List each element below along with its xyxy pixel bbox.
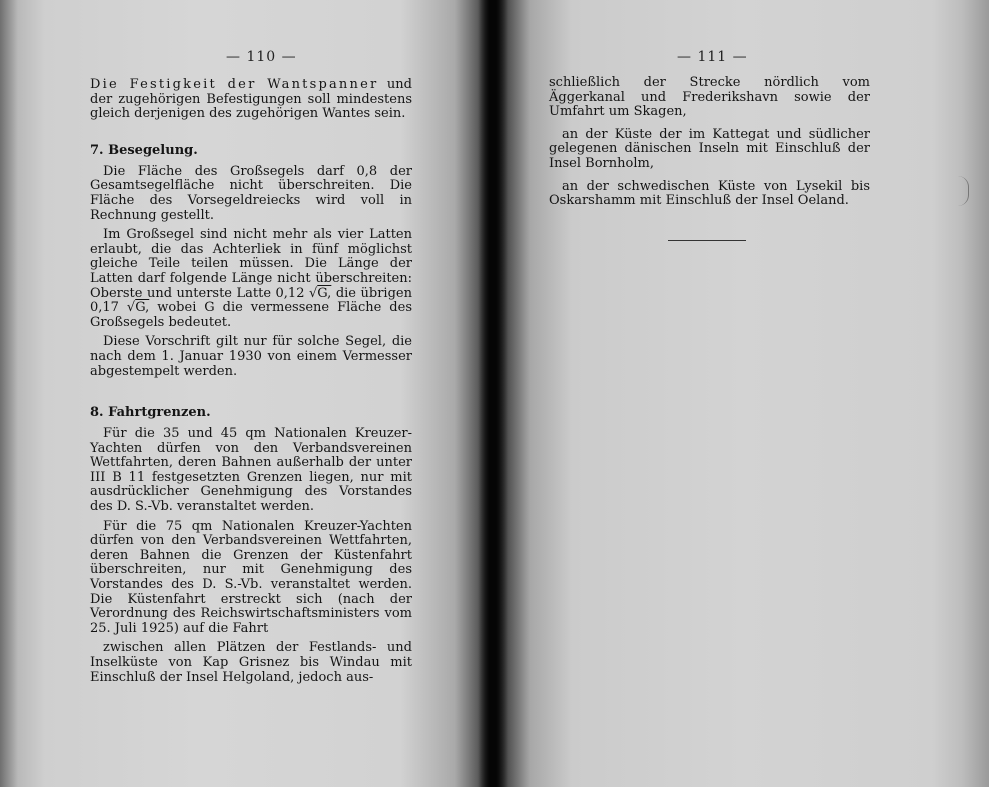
section-heading-7: 7. Besegelung. <box>90 142 198 158</box>
intro-rest: und der zugehörigen Befestigungen soll mindestens gleich derjenigen des zugehörigen Wantes sein. <box>90 77 412 122</box>
batten-line-other-tail: wobei G die vermessene Fläche des Großsegels bedeutet. <box>90 300 412 330</box>
paragraph-7a: Die Fläche des Großsegels darf 0,8 der Gesamtsegelfläche nicht überschreiten. Die Fläche des Vorsegeldreiecks wird voll in Rechnung gestellt. <box>90 163 412 223</box>
right-paragraph-1: schließlich der Strecke nördlich vom Äggerkanal und Frederikshavn sowie der Umfahrt um Skagen, <box>549 75 870 120</box>
sqrt-argument: G, <box>317 285 332 301</box>
right-page-number: — 111 — <box>677 49 748 65</box>
sqrt-sign-icon: √ <box>308 285 318 301</box>
sqrt-sign-icon: √ <box>126 300 136 316</box>
left-page-text <box>90 78 412 685</box>
batten-line-other: übrigen <box>360 285 412 301</box>
paragraph-8b: Für die 75 qm Nationalen Kreuzer-Yachten dürfen von den Verbandsvereinen Wettfahrten, deren Bahnen die Grenzen der Küstenfahrt überschreiten, nur mit Genehmigung des Vorstandes des D. S.-Vb. veranstaltet werden. Die Küstenfahrt erstreckt sich (nach der Verordnung des Reichswirtschaftsministers vom 25. Juli 1925) auf die Fahrt <box>90 518 412 636</box>
batten-value-top: 0,12 <box>275 285 305 301</box>
paragraph-7b-text: Im Großsegel sind nicht mehr als vier Latten erlaubt, die das Achterliek in fünf möglichst gleiche Teile teilen müssen. Die Länge der Latten darf folgende Länge nicht überschreiten: <box>90 227 412 286</box>
paragraph-7c: Diese Vorschrift gilt nur für solche Segel, die nach dem 1. Januar 1930 von einem Vermesser abgestempelt werden. <box>90 334 412 379</box>
batten-line-top-tail: die <box>335 285 357 301</box>
book-gutter <box>478 0 508 787</box>
section-end-rule <box>668 240 746 241</box>
sqrt-argument: G, <box>135 300 150 316</box>
paragraph-8c: zwischen allen Plätzen der Festlands- und Inselküste von Kap Grisnez bis Windau mit Einschluß der Insel Helgoland, jedoch aus- <box>90 640 412 685</box>
right-page-text <box>549 76 870 209</box>
intro-spaced-lead: Die Festigkeit der Wantspanner <box>90 77 379 92</box>
paragraph-7b <box>90 228 412 330</box>
left-page-number: — 110 — <box>226 49 297 65</box>
right-paragraph-3: an der schwedischen Küste von Lysekil bis Oskarshamm mit Einschluß der Insel Oeland. <box>549 178 870 209</box>
section-heading-8: 8. Fahrtgrenzen. <box>90 405 211 421</box>
right-paragraph-2: an der Küste der im Kattegat und südlicher gelegenen dänischen Inseln mit Einschluß der Insel Bornholm, <box>549 126 870 171</box>
batten-line-top: Oberste und unterste Latte <box>90 285 272 301</box>
intro-paragraph <box>90 78 412 122</box>
paragraph-8a: Für die 35 und 45 qm Nationalen Kreuzer-Yachten dürfen von den Verbandsvereinen Wettfahrten, deren Bahnen außerhalb der unter III B 11 festgesetzten Grenzen liegen, nur mit ausdrücklicher Genehmigung des Vorstandes des D. S.-Vb. veranstaltet werden. <box>90 426 412 515</box>
batten-value-other: 0,17 <box>90 300 119 316</box>
